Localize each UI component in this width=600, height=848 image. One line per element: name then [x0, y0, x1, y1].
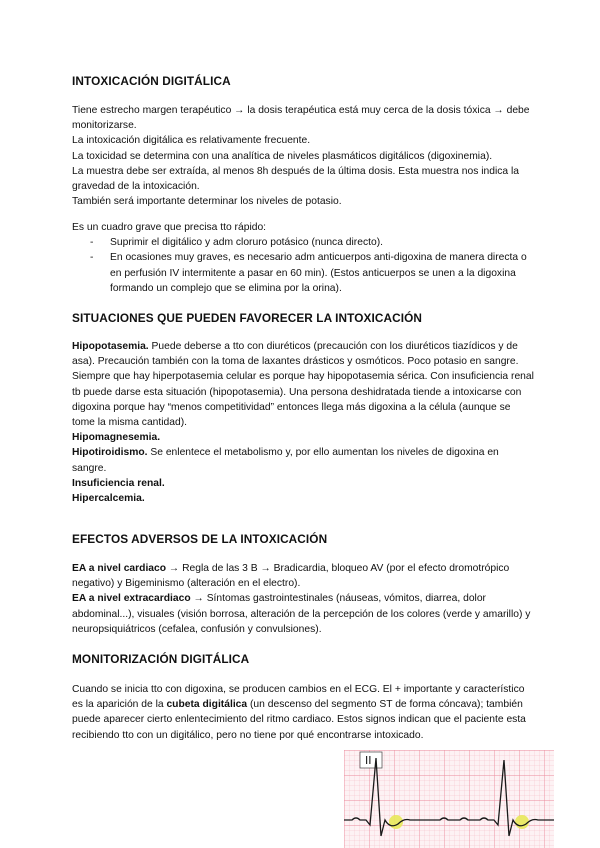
treatment-block — [72, 220, 534, 296]
paragraph: También será importante determinar los niveles de potasio. — [72, 196, 342, 208]
term-label: Hipopotasemia. — [72, 341, 149, 352]
term-label: cubeta digitálica — [166, 699, 248, 711]
text-run: (un descenso del segmento ST de forma cóncava); también puede aparecer cierto enlentecimiento del ritmo cardiaco. Estos signos indican que el paciente esta recibiendo tto con un digitálico, pero no tiene por qué encontrarse intoxicado. — [72, 699, 526, 741]
text-run: Cuando se inicia tto con digoxina, se producen cambios en el ECG. El + importante y característico es la aparición de la — [72, 684, 525, 711]
situaciones-body — [72, 339, 534, 506]
term-label: Insuficiencia renal. — [72, 477, 165, 489]
term-label: Hipotiroidismo. — [72, 447, 148, 459]
term-label: Hipercalcemia. — [72, 493, 145, 505]
paragraph: Es un cuadro grave que precisa tto rápido: — [72, 222, 267, 233]
paragraph — [72, 491, 534, 506]
term-label: Hipomagnesemia. — [72, 432, 161, 444]
paragraph — [72, 682, 534, 743]
lead-label: II — [365, 754, 372, 767]
monitorizacion-body — [72, 682, 534, 743]
treatment-list — [72, 235, 534, 296]
efectos-body — [72, 561, 534, 637]
paragraph: La intoxicación digitálica es relativamente frecuente. — [72, 135, 311, 147]
list-item: - En ocasiones muy graves, es necesario adm anticuerpos anti-digoxina de manera directa o en perfusión IV intermitente a pasar en 60 min). (Estos anticuerpos se unen a la digoxina formando un complejo que se elimina por la orina). — [72, 250, 534, 296]
paragraph — [72, 561, 534, 591]
term-label: EA a nivel cardiaco — [72, 563, 167, 574]
ecg-strip-image — [344, 750, 554, 848]
paragraph: La muestra debe ser extraída, al menos 8h después de la última dosis. Esta muestra nos indica la gravedad de la intoxicación. — [72, 165, 520, 193]
term-label: EA a nivel extracardiaco — [72, 593, 191, 605]
section-title-situaciones: SITUACIONES QUE PUEDEN FAVORECER LA INTOXICACIÓN — [72, 311, 423, 325]
intoxicacion-body — [72, 103, 534, 209]
section-title-monitorizacion: MONITORIZACIÓN DIGITÁLICA — [72, 652, 250, 666]
paragraph — [72, 445, 534, 475]
paragraph: Tiene estrecho margen terapéutico → la dosis terapéutica está muy cerca de la dosis tóxica → debe monitorizarse. — [72, 105, 530, 132]
paragraph — [72, 339, 534, 430]
paragraph — [72, 430, 534, 445]
paragraph: La toxicidad se determina con una analítica de niveles plasmáticos digitálicos (digoxinemia). — [72, 150, 493, 162]
st-depression-marker — [515, 815, 529, 829]
list-item: - Suprimir el digitálico y adm cloruro potásico (nunca directo). — [72, 235, 534, 250]
section-title-intoxicacion: INTOXICACIÓN DIGITÁLICA — [72, 74, 231, 88]
section-title-efectos: EFECTOS ADVERSOS DE LA INTOXICACIÓN — [72, 532, 328, 546]
term-text: Se enlentece el metabolismo y, por ello aumentan los niveles de digoxina en sangre. — [72, 447, 499, 474]
paragraph — [72, 476, 534, 491]
term-text: Puede deberse a tto con diuréticos (precaución con los diuréticos tiazídicos y de asa). Precaución también con la toma de laxantes drásticos y osmóticos. Poco potasio en sangre. Siempre que hay hiperpotasemia celular es porque hay hipopotasemia sérica. Con insuficiencia renal tb puede darse esta situación (hipopotasemia). Una persona deshidratada tiende a intoxicarse con digoxina porque hay “menos competitividad” entonces llega más digoxina a la célula (aunque se tome la misma cantidad). — [72, 341, 534, 429]
term-text: → Síntomas gastrointestinales (náuseas, vómitos, diarrea, dolor abdominal...), visuales (visión borrosa, alteración de la percepción de los colores (verde y amarillo) y neuropsiquiátricos (cefalea, confusión y convulsiones). — [72, 593, 531, 635]
term-text: → Regla de las 3 B → Bradicardia, bloqueo AV (por el efecto dromotrópico negativo) y Bigeminismo (alteración en el electro). — [72, 563, 510, 590]
paragraph — [72, 591, 534, 637]
